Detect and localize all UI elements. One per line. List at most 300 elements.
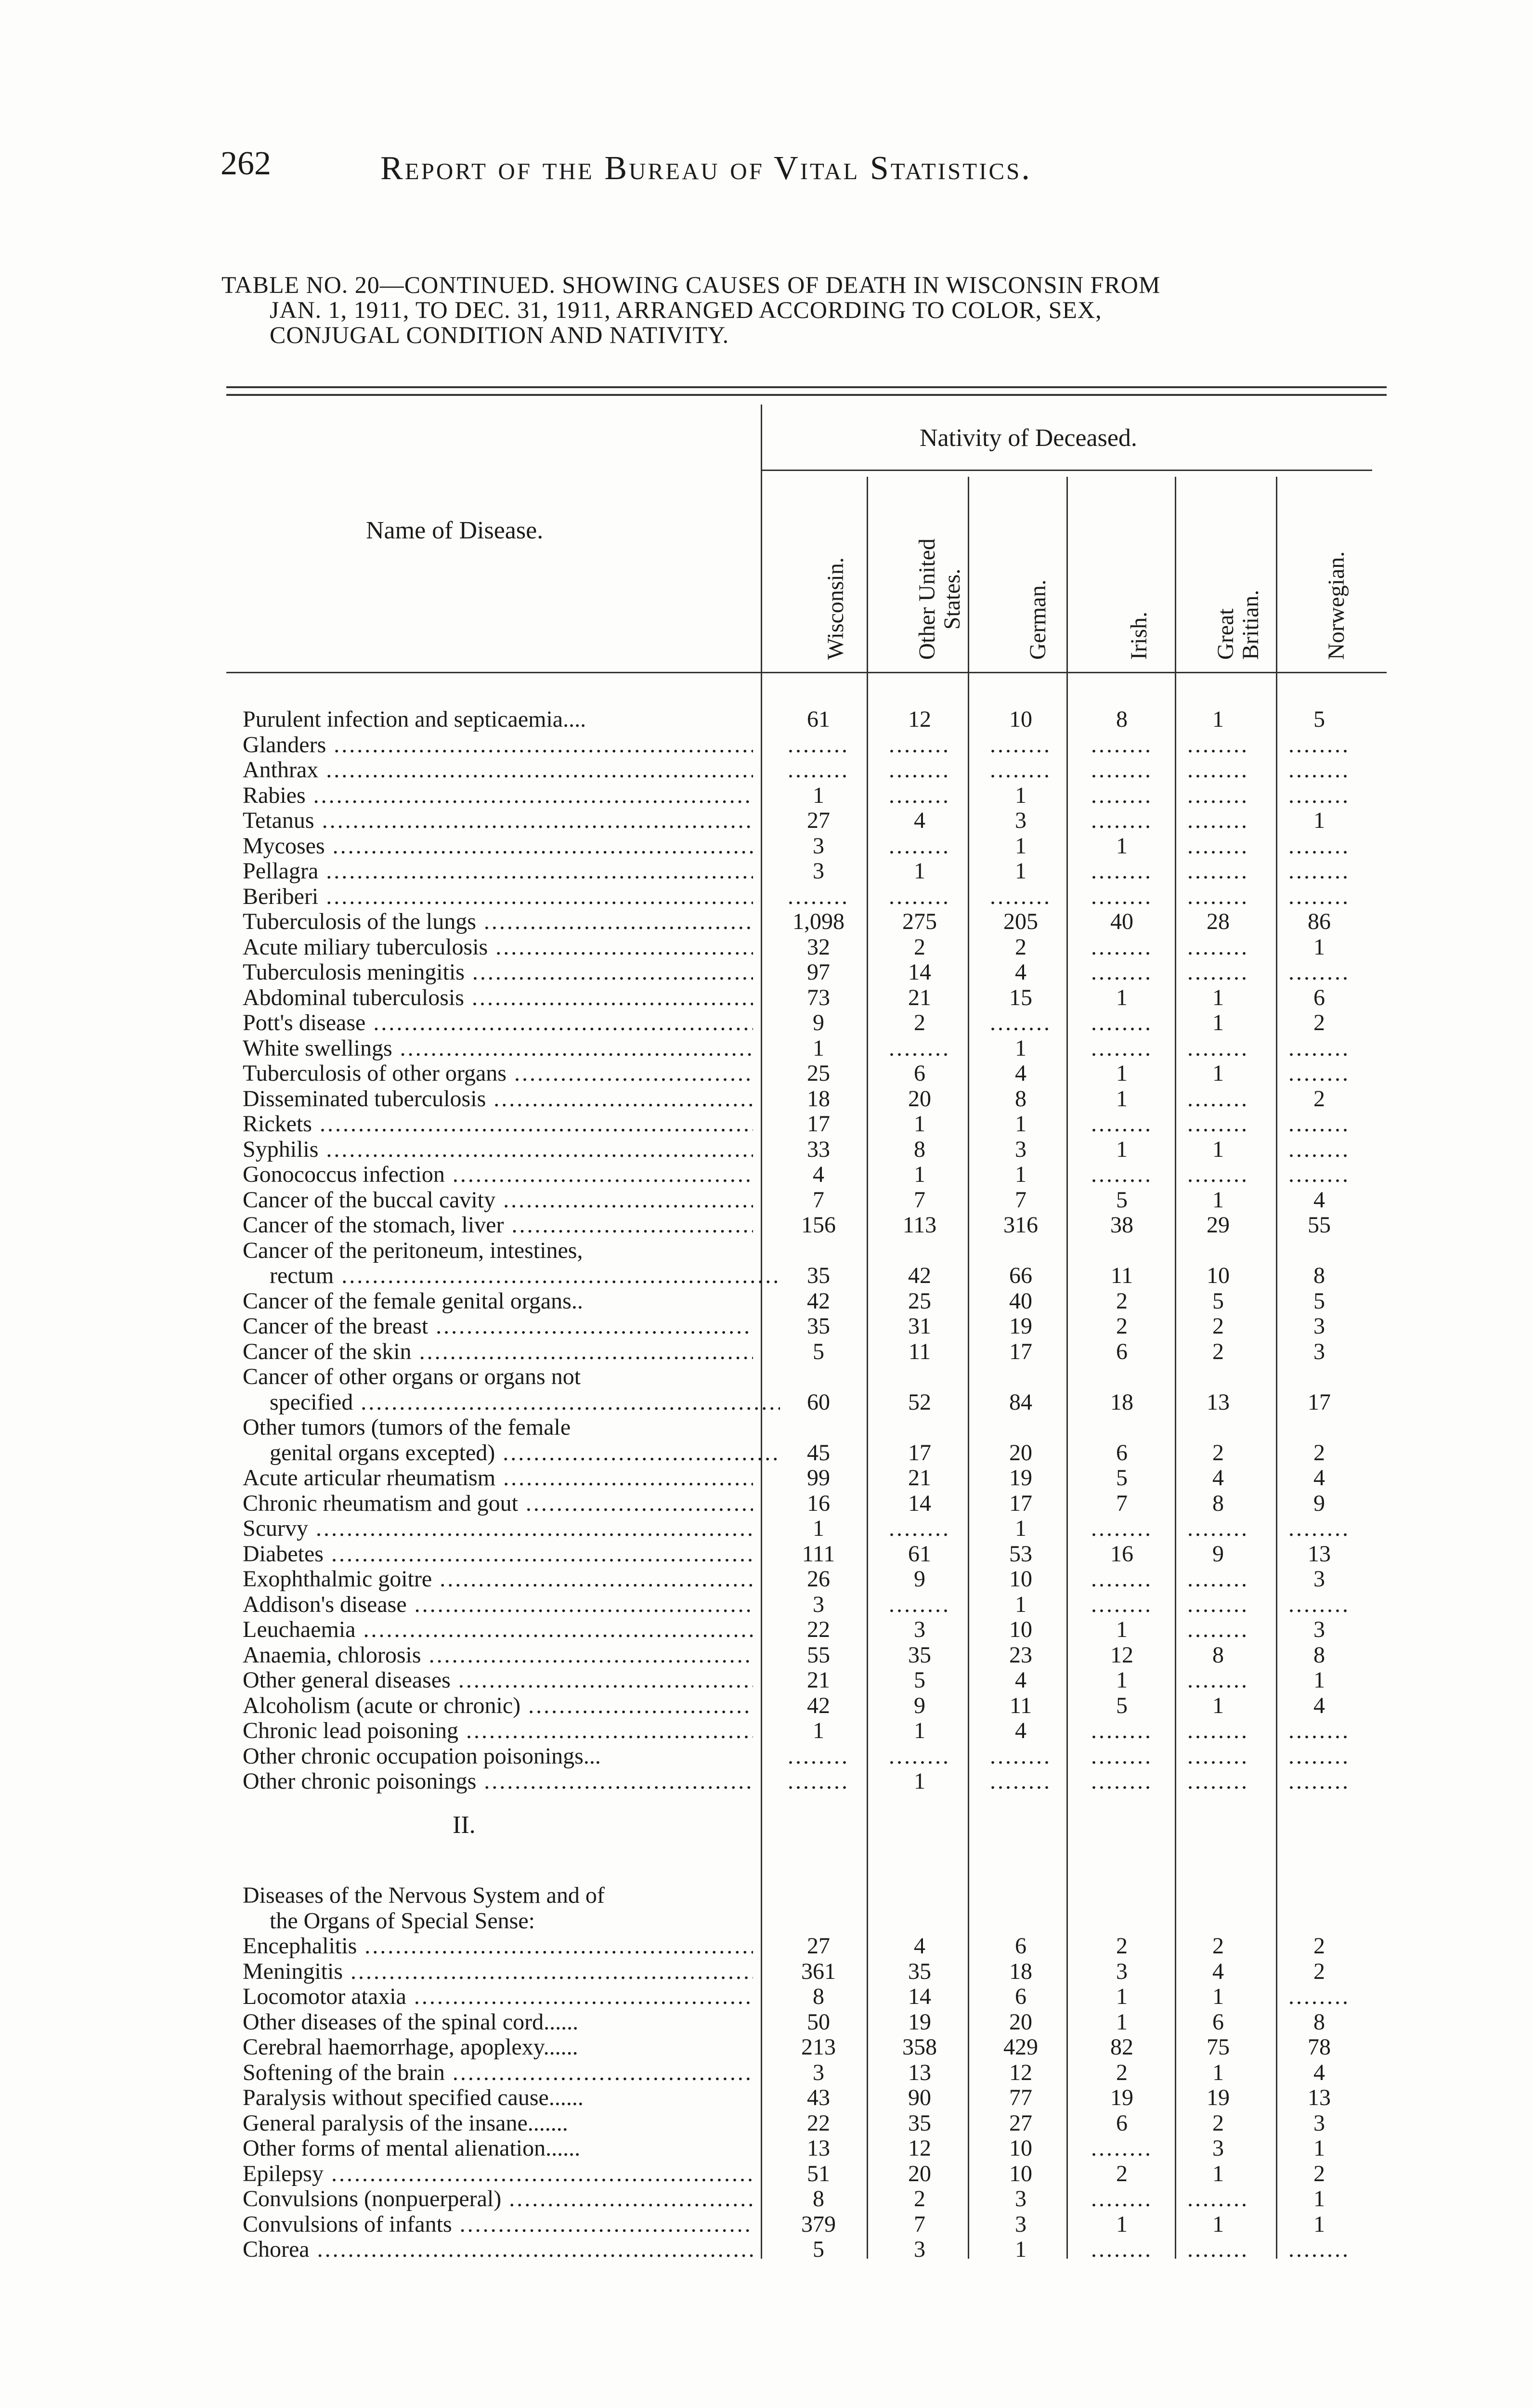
count-cell: 13 (908, 2059, 931, 2085)
count-cell: 1 (1212, 1010, 1224, 1035)
count-cell (1170, 808, 1266, 833)
count-cell: 99 (807, 1465, 830, 1491)
count-cell (1170, 834, 1266, 859)
count-cell: 19 (1207, 2085, 1230, 2110)
count-cell (1271, 1036, 1367, 1061)
count-cell: 77 (1009, 2085, 1032, 2110)
count-cell: 2 (1116, 1313, 1128, 1339)
count-cell: 2 (1313, 1958, 1325, 1984)
count-cell (1170, 2237, 1266, 2262)
disease-name: Meningitis ..... (243, 1959, 753, 1984)
count-cell: 1,098 (792, 909, 844, 934)
count-cell: 53 (1009, 1541, 1032, 1567)
count-cell (1170, 1718, 1266, 1743)
count-cell (1074, 2186, 1170, 2212)
count-cell: 1 (914, 1111, 925, 1137)
table-row (0, 1364, 1533, 1389)
count-cell: 4 (1015, 1060, 1026, 1086)
count-cell: 11 (908, 1338, 931, 1364)
count-cell: 1 (1015, 2237, 1026, 2262)
table-row (0, 2237, 1533, 2262)
count-cell (871, 834, 968, 859)
count-cell: 6 (914, 1060, 925, 1086)
column-header-text: Irish. (1126, 612, 1152, 660)
count-cell: 1 (1015, 1162, 1026, 1187)
count-cell: 5 (1116, 1692, 1128, 1718)
count-cell: 12 (908, 707, 931, 732)
count-cell: 113 (902, 1212, 937, 1238)
disease-name: Other tumors (tumors of the female (243, 1415, 571, 1440)
count-cell: 27 (1009, 2110, 1032, 2136)
count-cell: 1 (1116, 1984, 1128, 2009)
count-cell: 275 (902, 909, 937, 934)
count-cell: 1 (1212, 1136, 1224, 1162)
count-cell: 2 (1212, 1933, 1224, 1959)
count-cell: 97 (807, 959, 830, 985)
count-cell: 42 (807, 1288, 830, 1314)
count-cell: 1 (1116, 1136, 1128, 1162)
count-cell: 379 (801, 2211, 836, 2237)
count-cell: 38 (1110, 1212, 1133, 1238)
count-cell: 21 (908, 984, 931, 1010)
count-cell (1271, 2237, 1367, 2262)
count-cell: 20 (1009, 2009, 1032, 2035)
count-cell: 14 (908, 959, 931, 985)
table-row (0, 1959, 1533, 1984)
count-cell: 8 (1313, 1642, 1325, 1668)
count-cell: 14 (908, 1490, 931, 1516)
table-row (0, 834, 1533, 859)
top-double-rule (226, 386, 1387, 388)
count-cell: 1 (813, 1516, 824, 1541)
table-row (0, 1491, 1533, 1516)
count-cell (1074, 1010, 1170, 1035)
count-cell: 1 (1116, 1667, 1128, 1693)
column-header-text: German. (1025, 579, 1051, 660)
disease-name: the Organs of Special Sense: (270, 1908, 535, 1934)
count-cell (1074, 960, 1170, 985)
disease-name: Diseases of the Nervous System and of (243, 1883, 605, 1908)
count-cell (871, 1516, 968, 1541)
count-cell: 2 (1116, 1933, 1128, 1959)
count-cell: 78 (1308, 2034, 1331, 2060)
count-cell: 1 (1116, 2009, 1128, 2035)
count-cell: 1 (1313, 2186, 1325, 2212)
count-cell (1170, 1086, 1266, 1112)
count-cell (1271, 1112, 1367, 1137)
disease-name: Cancer of the stomach, liver ..... (243, 1213, 753, 1238)
disease-name: Anthrax ..... (243, 758, 753, 783)
count-cell: 5 (813, 1338, 824, 1364)
count-cell: 25 (807, 1060, 830, 1086)
count-cell: 1 (1212, 2059, 1224, 2085)
table-row (0, 1668, 1533, 1693)
table-row (0, 1934, 1533, 1959)
table-row (0, 2186, 1533, 2212)
count-cell: 1 (1116, 833, 1128, 859)
count-cell: 11 (1009, 1692, 1032, 1718)
count-cell: 12 (908, 2135, 931, 2161)
count-cell (1170, 1744, 1266, 1769)
column-header-text: Norwegian. (1324, 551, 1349, 660)
count-cell: 1 (914, 1718, 925, 1743)
count-cell: 1 (1116, 1617, 1128, 1642)
count-cell: 6 (1116, 2110, 1128, 2136)
count-cell: 2 (1212, 1440, 1224, 1466)
caption-line: TABLE NO. 20—CONTINUED. SHOWING CAUSES OF DEATH IN WISCONSIN FROM (221, 271, 1161, 298)
count-cell: 1 (1015, 833, 1026, 859)
count-cell (1074, 1769, 1170, 1794)
count-cell (1271, 1162, 1367, 1187)
count-cell: 7 (1015, 1187, 1026, 1213)
count-cell (1170, 960, 1266, 985)
disease-name-header: Name of Disease. (366, 517, 544, 544)
count-cell: 12 (1110, 1642, 1133, 1668)
disease-name: White swellings ..... (243, 1036, 753, 1061)
count-cell: 35 (807, 1263, 830, 1288)
count-cell: 20 (908, 2160, 931, 2186)
count-cell: 16 (807, 1490, 830, 1516)
count-cell (871, 783, 968, 808)
count-cell: 17 (1009, 1490, 1032, 1516)
table-row (0, 1188, 1533, 1213)
count-cell (1074, 2237, 1170, 2262)
count-cell: 1 (1015, 858, 1026, 884)
count-cell: 6 (1015, 1933, 1026, 1959)
disease-name: Other diseases of the spinal cord...... (243, 2009, 579, 2035)
count-cell: 23 (1009, 1642, 1032, 1668)
count-cell: 7 (813, 1187, 824, 1213)
count-cell: 12 (1009, 2059, 1032, 2085)
count-cell (770, 1769, 867, 1794)
disease-name: Beriberi ..... (243, 884, 753, 909)
count-cell: 3 (813, 858, 824, 884)
count-cell (1170, 859, 1266, 884)
count-cell: 4 (914, 1933, 925, 1959)
count-cell (1271, 1769, 1367, 1794)
count-cell (1074, 2136, 1170, 2161)
disease-name: Tuberculosis of other organs ..... (243, 1061, 753, 1086)
caption-line: JAN. 1, 1911, TO DEC. 31, 1911, ARRANGED ACCORDING TO COLOR, SEX, (270, 296, 1102, 323)
count-cell: 2 (1313, 1440, 1325, 1466)
top-double-rule (226, 394, 1387, 396)
table-row (0, 1415, 1533, 1440)
count-cell: 1 (1015, 1591, 1026, 1617)
disease-name: Scurvy ..... (243, 1516, 753, 1541)
count-cell (1074, 1112, 1170, 1137)
count-cell (1271, 1516, 1367, 1541)
count-cell: 1 (914, 858, 925, 884)
count-cell: 4 (1212, 1465, 1224, 1491)
count-cell: 3 (914, 1617, 925, 1642)
count-cell: 9 (813, 1010, 824, 1035)
count-cell: 8 (1313, 2009, 1325, 2035)
count-cell (1170, 1112, 1266, 1137)
table-row (0, 1162, 1533, 1187)
count-cell: 3 (813, 2059, 824, 2085)
column-header-text: Wisconsin. (823, 557, 848, 660)
count-cell (1074, 1718, 1170, 1743)
count-cell: 35 (908, 1642, 931, 1668)
table-row (0, 1036, 1533, 1061)
count-cell: 32 (807, 934, 830, 960)
count-cell: 10 (1009, 1617, 1032, 1642)
count-cell: 6 (1116, 1440, 1128, 1466)
count-cell: 15 (1009, 984, 1032, 1010)
count-cell: 61 (908, 1541, 931, 1567)
disease-name: Addison's disease ..... (243, 1592, 753, 1617)
count-cell (1074, 758, 1170, 783)
table-row (0, 2212, 1533, 2237)
count-cell: 5 (1116, 1187, 1128, 1213)
count-cell: 3 (1015, 808, 1026, 833)
count-cell: 45 (807, 1440, 830, 1466)
count-cell (1271, 1744, 1367, 1769)
count-cell: 7 (914, 1187, 925, 1213)
disease-name: Other forms of mental alienation...... (243, 2136, 581, 2161)
count-cell: 3 (813, 1591, 824, 1617)
count-cell: 1 (1015, 1035, 1026, 1061)
count-cell: 18 (807, 1086, 830, 1112)
table-row (0, 1061, 1533, 1086)
count-cell: 22 (807, 2110, 830, 2136)
count-cell: 8 (914, 1136, 925, 1162)
count-cell: 4 (1313, 1692, 1325, 1718)
count-cell: 42 (807, 1692, 830, 1718)
table-row (0, 884, 1533, 909)
count-cell (1074, 884, 1170, 909)
table-row (0, 2111, 1533, 2136)
count-cell (973, 1744, 1069, 1769)
count-cell (1170, 1617, 1266, 1642)
count-cell: 17 (1009, 1338, 1032, 1364)
table-row (0, 1339, 1533, 1364)
table-row (0, 1617, 1533, 1642)
table-row (0, 2060, 1533, 2085)
count-cell (871, 733, 968, 758)
count-cell: 61 (807, 707, 830, 732)
count-cell: 1 (1116, 2211, 1128, 2237)
disease-name: Cerebral haemorrhage, apoplexy...... (243, 2035, 578, 2060)
count-cell (1271, 1984, 1367, 2009)
count-cell (1271, 783, 1367, 808)
table-row (0, 1744, 1533, 1769)
table-row (0, 783, 1533, 808)
table-row (0, 985, 1533, 1010)
count-cell (871, 1036, 968, 1061)
count-cell (1170, 1567, 1266, 1592)
count-cell: 213 (801, 2034, 836, 2060)
count-cell: 10 (1009, 2135, 1032, 2161)
count-cell: 2 (1313, 2160, 1325, 2186)
count-cell: 4 (1313, 2059, 1325, 2085)
disease-name: Syphilis ..... (243, 1137, 753, 1162)
count-cell: 21 (908, 1465, 931, 1491)
count-cell: 1 (1212, 1692, 1224, 1718)
count-cell: 55 (807, 1642, 830, 1668)
count-cell: 50 (807, 2009, 830, 2035)
count-cell: 19 (1009, 1313, 1032, 1339)
disease-name: Purulent infection and septicaemia.... (243, 707, 586, 732)
section-title: II. (453, 1811, 476, 1839)
disease-name: Exophthalmic goitre ..... (243, 1567, 753, 1592)
count-cell: 8 (1116, 707, 1128, 732)
count-cell: 1 (1212, 707, 1224, 732)
disease-name: Epilepsy ..... (243, 2161, 753, 2186)
count-cell: 1 (1313, 934, 1325, 960)
table-row (0, 1010, 1533, 1035)
count-cell (1271, 733, 1367, 758)
count-cell: 1 (1313, 2135, 1325, 2161)
count-cell: 2 (1212, 1338, 1224, 1364)
count-cell: 19 (908, 2009, 931, 2035)
count-cell: 2 (1116, 1288, 1128, 1314)
count-cell: 35 (908, 1958, 931, 1984)
disease-name: Cancer of other organs or organs not (243, 1364, 581, 1389)
count-cell: 4 (813, 1162, 824, 1187)
count-cell: 1 (1015, 1111, 1026, 1137)
count-cell (1074, 733, 1170, 758)
count-cell (1271, 859, 1367, 884)
count-cell: 17 (1308, 1389, 1331, 1415)
table-caption (221, 272, 1377, 347)
count-cell (1074, 1567, 1170, 1592)
disease-name: genital organs excepted) ..... (270, 1440, 780, 1466)
disease-name: Locomotor ataxia ..... (243, 1984, 753, 2009)
count-cell (1074, 1744, 1170, 1769)
count-cell: 1 (813, 782, 824, 808)
count-cell: 358 (902, 2034, 937, 2060)
count-cell (1271, 1137, 1367, 1162)
table-row (0, 808, 1533, 833)
disease-name: Pellagra ..... (243, 859, 753, 884)
count-cell: 1 (1116, 1060, 1128, 1086)
count-cell: 5 (813, 2237, 824, 2262)
count-cell: 2 (1313, 1086, 1325, 1112)
table-row (0, 1263, 1533, 1288)
disease-name: Cancer of the breast ..... (243, 1314, 753, 1339)
count-cell: 3 (1015, 2211, 1026, 2237)
count-cell: 13 (1308, 1541, 1331, 1567)
nativity-header: Nativity of Deceased. (920, 424, 1137, 452)
count-cell: 5 (1212, 1288, 1224, 1314)
count-cell (770, 1744, 867, 1769)
count-cell: 4 (1015, 1667, 1026, 1693)
table-row (0, 733, 1533, 758)
count-cell: 2 (1212, 2110, 1224, 2136)
count-cell: 3 (1313, 2110, 1325, 2136)
count-cell (770, 758, 867, 783)
count-cell: 9 (914, 1692, 925, 1718)
count-cell: 20 (1009, 1440, 1032, 1466)
disease-name: Diabetes ..... (243, 1542, 753, 1567)
table-row (0, 1466, 1533, 1491)
count-cell: 2 (914, 1010, 925, 1035)
count-cell: 84 (1009, 1389, 1032, 1415)
count-cell: 1 (1212, 984, 1224, 1010)
count-cell: 35 (807, 1313, 830, 1339)
count-cell (871, 884, 968, 909)
count-cell: 5 (1313, 707, 1325, 732)
count-cell (973, 758, 1069, 783)
header-rule (761, 470, 1372, 471)
disease-name: Gonococcus infection ..... (243, 1162, 753, 1187)
count-cell: 2 (1116, 2160, 1128, 2186)
disease-name: Disseminated tuberculosis ..... (243, 1086, 753, 1112)
count-cell: 66 (1009, 1263, 1032, 1288)
count-cell: 3 (1313, 1313, 1325, 1339)
disease-name: Glanders ..... (243, 733, 753, 758)
count-cell: 6 (1015, 1984, 1026, 2009)
disease-name: Tuberculosis meningitis ..... (243, 960, 753, 985)
count-cell: 3 (1313, 1617, 1325, 1642)
count-cell: 1 (1015, 782, 1026, 808)
count-cell (1170, 1668, 1266, 1693)
count-cell (973, 1010, 1069, 1035)
table-row (0, 1516, 1533, 1541)
table-row (0, 2035, 1533, 2060)
column-header-text: Other United States. (914, 538, 965, 660)
count-cell: 1 (914, 1768, 925, 1794)
count-cell: 8 (813, 1984, 824, 2009)
table-row (0, 1883, 1533, 1908)
count-cell: 1 (1212, 2211, 1224, 2237)
count-cell (1170, 783, 1266, 808)
count-cell: 1 (1313, 1667, 1325, 1693)
count-cell: 8 (813, 2186, 824, 2212)
count-cell: 10 (1009, 2160, 1032, 2186)
count-cell: 25 (908, 1288, 931, 1314)
count-cell: 18 (1110, 1389, 1133, 1415)
disease-name: Chronic rheumatism and gout ..... (243, 1491, 753, 1516)
count-cell: 22 (807, 1617, 830, 1642)
count-cell (1271, 960, 1367, 985)
count-cell: 361 (801, 1958, 836, 1984)
disease-name: Abdominal tuberculosis ..... (243, 985, 753, 1010)
disease-name: Other general diseases ..... (243, 1668, 753, 1693)
count-cell: 19 (1009, 1465, 1032, 1491)
table-row (0, 2010, 1533, 2035)
table-row (0, 758, 1533, 783)
disease-name: Rabies ..... (243, 783, 753, 808)
table-row (0, 1567, 1533, 1592)
count-cell (1074, 859, 1170, 884)
count-cell: 2 (914, 2186, 925, 2212)
count-cell (1170, 1769, 1266, 1794)
disease-name: Cancer of the female genital organs.. (243, 1288, 583, 1314)
count-cell: 31 (908, 1313, 931, 1339)
count-cell: 16 (1110, 1541, 1133, 1567)
count-cell (1074, 1516, 1170, 1541)
count-cell (1170, 884, 1266, 909)
disease-name: Cancer of the peritoneum, intestines, (243, 1238, 583, 1263)
count-cell: 9 (914, 1566, 925, 1592)
count-cell: 55 (1308, 1212, 1331, 1238)
count-cell: 35 (908, 2110, 931, 2136)
count-cell: 20 (908, 1086, 931, 1112)
count-cell: 1 (813, 1035, 824, 1061)
disease-name: Pott's disease ..... (243, 1010, 753, 1035)
count-cell (1170, 1162, 1266, 1187)
count-cell: 4 (1015, 959, 1026, 985)
count-cell: 1 (813, 1718, 824, 1743)
count-cell: 17 (908, 1440, 931, 1466)
count-cell: 1 (1313, 2211, 1325, 2237)
count-cell (1271, 758, 1367, 783)
count-cell: 18 (1009, 1958, 1032, 1984)
count-cell: 3 (1015, 1136, 1026, 1162)
count-cell: 2 (1116, 2059, 1128, 2085)
